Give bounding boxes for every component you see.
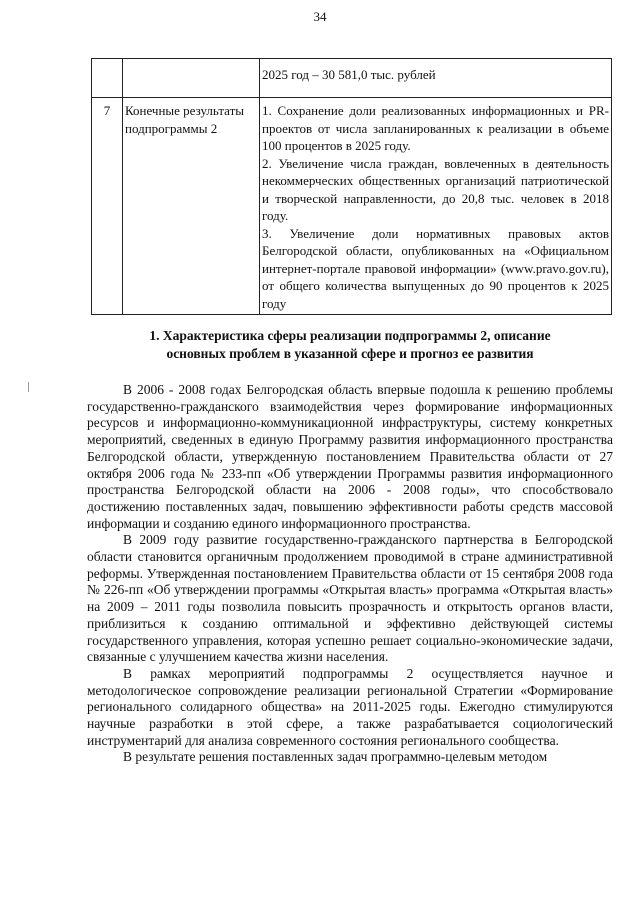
section-heading-line: основных проблем в указанной сфере и прогноз ее развития [166,346,534,361]
result-item: 2. Увеличение числа граждан, вовлеченных в деятельность некоммерческих общественных организаций патриотической и творческой направленности, до 20,8 тыс. человек в 2018 году. [262,155,609,223]
table-cell-number [92,59,123,98]
paragraph: В рамках мероприятий подпрограммы 2 осуществляется научное и методологическое сопровождение реализации региональной Стратегии «Формирование регионального солидарного общества» на 2011-2025 годы. Ежегодно стимулируются научные разработки в этой сфере, а также разрабатывается социологический инструментарий для анализа современного состояния регионального сообщества. [87,665,613,748]
page-number: 34 [313,9,327,24]
section-heading [100,327,600,363]
paragraph: В 2009 году развитие государственно-гражданского партнерства в Белгородской области становится органичным продолжением проводимой в стране административной реформы. Утвержденная постановлением Правительства области от 15 сентября 2008 года № 226-пп «Об утверждении программы «Открытая власть» программа «Открытая власть» на 2009 – 2011 годы позволила повысить прозрачность и открытость органов власти, приблизиться к созданию оптимальной и эффективно действующей системы государственного управления, которая успешно решает социально-экономические задачи, связанные с улучшением качества жизни населения. [87,532,613,665]
paragraph: В 2006 - 2008 годах Белгородская область впервые подошла к решению проблемы государственно-гражданского взаимодействия через формирование информационных ресурсов и информационно-коммуникационной инфраструктуры, систему конкретных мероприятий, сведенных в единую Программу развития информационного пространства Белгородской области, утвержденную постановлением Правительства области от 27 октября 2006 года № 233-пп «Об утверждении Программы развития информационного пространства Белгородской области на 2006 - 2008 годы», что способствовало достижению поставленных задач, повышению эффективности работы средств массовой информации и созданию единого информационного пространства. [87,382,613,531]
body-text [87,382,613,766]
table-row [92,59,612,98]
paragraph: В результате решения поставленных задач программно-целевым методом [123,749,548,765]
margin-mark [28,382,29,392]
table-cell-label [123,59,260,98]
table-cell-label: Конечные результаты подпрограммы 2 [123,98,260,315]
table-cell-content: 2025 год – 30 581,0 тыс. рублей [260,59,612,98]
program-table [91,58,612,315]
section-heading-line: 1. Характеристика сферы реализации подпрограммы 2, описание [149,328,551,343]
table-cell-number: 7 [92,98,123,315]
table-row [92,98,612,315]
table-cell-content [260,98,612,315]
result-item: 1. Сохранение доли реализованных информационных и PR-проектов от числа запланированных к реализации в объеме 100 процентов в 2025 году. [262,103,609,153]
result-item: 3. Увеличение доли нормативных правовых актов Белгородской области, опубликованных на «Официальном интернет-портале правовой информации» (www.pravo.gov.ru), от общего количества выпущенных до 90 процентов к 2025 году [262,225,609,311]
